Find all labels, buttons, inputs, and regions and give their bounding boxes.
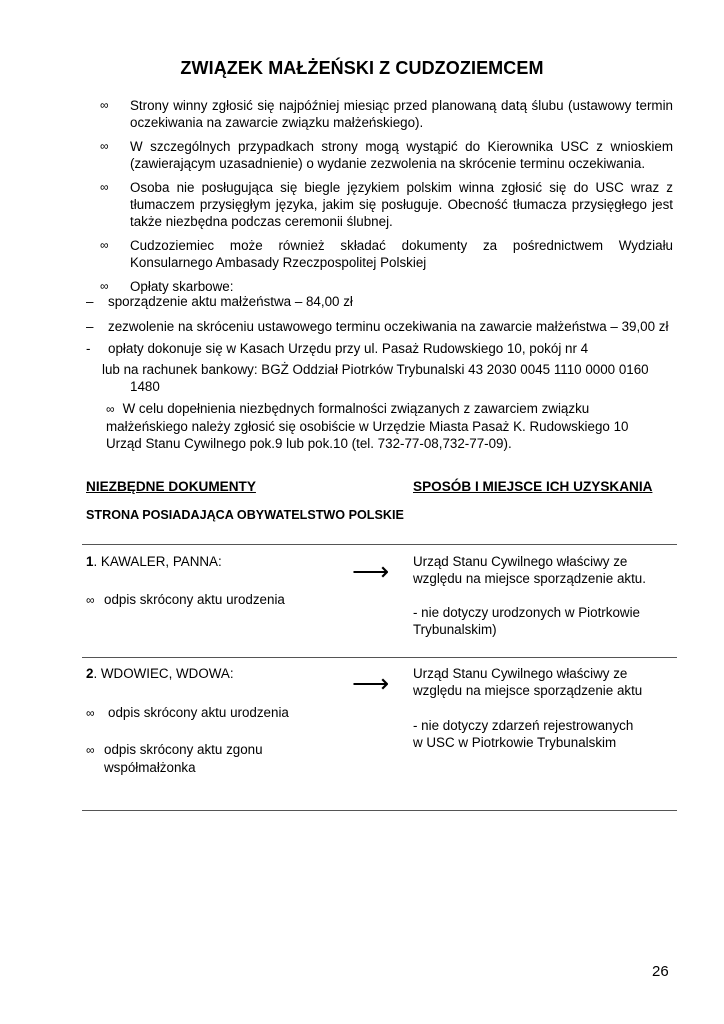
fee-item bbox=[86, 293, 353, 310]
dash-icon: - bbox=[86, 341, 91, 356]
bullet-infinity-icon: ∞ bbox=[100, 180, 109, 194]
bullet-infinity-icon: ∞ bbox=[100, 279, 109, 293]
obtain-note-text: - nie dotyczy zdarzeń rejestrowanych bbox=[413, 718, 634, 733]
right-arrow-icon: ⟶ bbox=[352, 668, 390, 698]
obtain-text: Urząd Stanu Cywilnego właściwy ze bbox=[413, 554, 628, 569]
note-line: W celu dopełnienia niezbędnych formalności związanych z zawarciem związku bbox=[122, 401, 590, 416]
row-number: 2 bbox=[86, 666, 94, 681]
bullet-infinity-icon: ∞ bbox=[100, 238, 109, 252]
bank-account bbox=[102, 361, 673, 395]
obtain-note bbox=[413, 717, 633, 751]
obtain-note-text: Trybunalskim) bbox=[413, 622, 497, 637]
obtain-text: względu na miejsce sporządzenie aktu bbox=[413, 683, 643, 698]
fee-text: opłaty dokonuje się w Kasach Urzędu przy ul. Pasaż Rudowskiego 10, pokój nr 4 bbox=[108, 341, 589, 356]
list-item-text: W szczególnych przypadkach strony mogą wystąpić do Kierownika USC z wnioskiem (zawierającym uzasadnienie) o wydanie zezwolenia na skrócenie terminu oczekiwania. bbox=[130, 139, 673, 171]
list-item-text: Opłaty skarbowe: bbox=[130, 279, 234, 294]
row-number: 1 bbox=[86, 554, 94, 569]
row-label: . WDOWIEC, WDOWA: bbox=[93, 666, 234, 681]
dash-icon: – bbox=[86, 319, 94, 334]
list-item-text: Cudzoziemiec może również składać dokumenty za pośrednictwem Wydziału Konsularnego Ambasady Rzeczpospolitej Polskiej bbox=[130, 238, 673, 270]
document-text: odpis skrócony aktu urodzenia bbox=[108, 705, 289, 720]
fee-text: sporządzenie aktu małżeństwa – 84,00 zł bbox=[108, 294, 353, 309]
bullet-infinity-icon: ∞ bbox=[100, 98, 109, 112]
obtain-info bbox=[413, 553, 646, 587]
page-number: 26 bbox=[652, 963, 669, 980]
note-line: Urząd Stanu Cywilnego pok.9 lub pok.10 (tel. 732-77-08,732-77-09). bbox=[106, 436, 512, 451]
list-item bbox=[100, 179, 673, 230]
document-item bbox=[86, 741, 263, 776]
bullet-infinity-icon: ∞ bbox=[86, 706, 95, 720]
obtain-note bbox=[413, 604, 640, 638]
document-item bbox=[86, 591, 285, 609]
list-item bbox=[100, 138, 673, 172]
bank-account-line: 1480 bbox=[130, 379, 160, 394]
list-item bbox=[100, 97, 673, 131]
divider bbox=[82, 657, 677, 658]
divider bbox=[82, 544, 677, 545]
fee-text: zezwolenie na skróceniu ustawowego terminu oczekiwania na zawarcie małżeństwa – 39,00 zł bbox=[108, 319, 669, 334]
documents-header: NIEZBĘDNE DOKUMENTY bbox=[86, 479, 256, 494]
divider bbox=[82, 810, 677, 811]
document-item bbox=[86, 704, 289, 722]
obtain-note-text: - nie dotyczy urodzonych w Piotrkowie bbox=[413, 605, 640, 620]
right-arrow-icon: ⟶ bbox=[352, 556, 390, 586]
document-text: odpis skrócony aktu zgonu bbox=[104, 742, 263, 757]
obtain-text: Urząd Stanu Cywilnego właściwy ze bbox=[413, 666, 628, 681]
obtain-note-text: w USC w Piotrkowie Trybunalskim bbox=[413, 735, 617, 750]
how-to-obtain-header: SPOSÓB I MIEJSCE ICH UZYSKANIA bbox=[413, 479, 653, 494]
row-title bbox=[86, 665, 234, 682]
document-text: współmałżonka bbox=[104, 760, 196, 775]
formalities-note bbox=[106, 400, 673, 452]
obtain-text: względu na miejsce sporządzenie aktu. bbox=[413, 571, 646, 586]
section-subheader: STRONA POSIADAJĄCA OBYWATELSTWO POLSKIE bbox=[86, 508, 404, 522]
fee-item bbox=[86, 318, 668, 335]
bank-account-line: lub na rachunek bankowy: BGŻ Oddział Piotrków Trybunalski 43 2030 0045 1110 0000 0160 bbox=[102, 362, 649, 377]
document-text: odpis skrócony aktu urodzenia bbox=[104, 592, 285, 607]
bullet-infinity-icon: ∞ bbox=[86, 593, 95, 607]
list-item-text: Strony winny zgłosić się najpóźniej miesiąc przed planowaną datą ślubu (ustawowy termin oczekiwania na zawarcie związku małżeńskiego). bbox=[130, 98, 673, 130]
dash-icon: – bbox=[86, 294, 94, 309]
row-title bbox=[86, 553, 222, 570]
bullet-infinity-icon: ∞ bbox=[100, 139, 109, 153]
note-line: małżeńskiego należy zgłosić się osobiście w Urzędzie Miasta Pasaż K. Rudowskiego 10 bbox=[106, 419, 629, 434]
obtain-info bbox=[413, 665, 642, 699]
list-item-text: Osoba nie posługująca się biegle językiem polskim winna zgłosić się do USC wraz z tłumaczem przysięgłym języka, jakim się posługuje. Obecność tłumacza przysięgłego jest także niezbędna podczas ceremonii ślubnej. bbox=[130, 180, 673, 229]
bullet-infinity-icon: ∞ bbox=[86, 743, 95, 757]
page-title: ZWIĄZEK MAŁŻEŃSKI Z CUDZOZIEMCEM bbox=[180, 58, 544, 78]
bullet-infinity-icon: ∞ bbox=[106, 402, 115, 416]
list-item bbox=[100, 237, 673, 271]
requirements-list bbox=[100, 97, 673, 302]
row-label: . KAWALER, PANNA: bbox=[93, 554, 222, 569]
fee-item bbox=[86, 340, 588, 357]
